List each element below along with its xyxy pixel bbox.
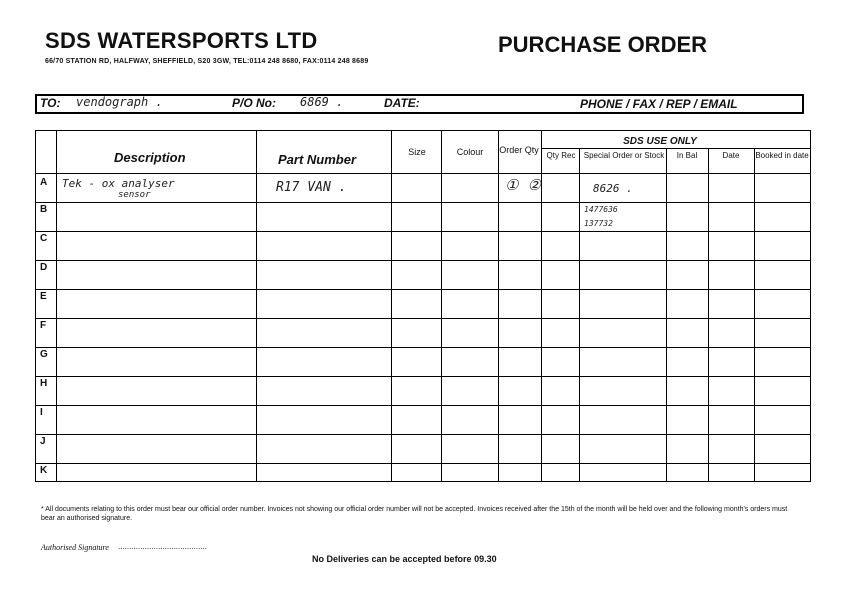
entry-special-order[interactable]: 1477636 bbox=[584, 205, 618, 214]
row-letter: H bbox=[40, 378, 48, 389]
po-number-value[interactable]: 6869 . bbox=[300, 95, 344, 109]
header-order-qty: Order Qty bbox=[499, 145, 539, 155]
column-divider bbox=[56, 131, 57, 481]
delivery-note: No Deliveries can be accepted before 09.30 bbox=[312, 554, 497, 564]
row-divider bbox=[36, 289, 810, 290]
header-description: Description bbox=[114, 150, 186, 165]
column-divider bbox=[708, 149, 709, 481]
company-name: SDS WATERSPORTS LTD bbox=[45, 28, 318, 53]
row-letter: B bbox=[40, 204, 48, 215]
column-divider bbox=[754, 149, 755, 481]
row-letter: G bbox=[40, 349, 48, 360]
row-letter: E bbox=[40, 291, 47, 302]
column-divider bbox=[498, 131, 499, 481]
row-letter: D bbox=[40, 262, 48, 273]
document-title: PURCHASE ORDER bbox=[498, 32, 708, 57]
row-divider bbox=[36, 260, 810, 261]
header-special-order: Special Order or Stock bbox=[583, 151, 665, 160]
row-letter: A bbox=[40, 177, 48, 188]
authorised-signature-label: Authorised Signature bbox=[41, 543, 109, 552]
to-label: TO: bbox=[40, 96, 61, 110]
row-divider bbox=[36, 376, 810, 377]
entry-special-order[interactable]: 137732 bbox=[584, 219, 613, 228]
header-date: Date bbox=[722, 151, 740, 160]
entry-description[interactable]: Tek - ox analyser bbox=[62, 177, 175, 190]
po-number-label: P/O No: bbox=[232, 96, 276, 110]
header-qty-rec: Qty Rec bbox=[546, 151, 576, 160]
row-letter: I bbox=[40, 407, 43, 418]
date-label: DATE: bbox=[384, 96, 420, 110]
column-divider bbox=[391, 131, 392, 481]
company-address: 66/70 STATION RD, HALFWAY, SHEFFIELD, S20 3GW, TEL:0114 248 8680, FAX:0114 248 8689 bbox=[45, 58, 369, 65]
order-notice: * All documents relating to this order must bear our official order number. Invoices not showing our official order number will not be accepted. Invoices received after the 15th of the month will be held over and the following month's orders must bear an authorised signature. bbox=[41, 506, 788, 522]
header-size: Size bbox=[408, 147, 426, 157]
entry-part-number[interactable]: R17 VAN . bbox=[276, 180, 347, 195]
row-divider bbox=[36, 318, 810, 319]
contact-label: PHONE / FAX / REP / EMAIL bbox=[580, 97, 738, 111]
header-colour: Colour bbox=[456, 147, 484, 157]
signature-line[interactable]: ........................................ bbox=[118, 542, 207, 551]
entry-description-line2[interactable]: sensor bbox=[118, 190, 151, 200]
column-divider bbox=[441, 131, 442, 481]
row-divider bbox=[36, 347, 810, 348]
to-value[interactable]: vendograph . bbox=[76, 95, 163, 109]
column-divider bbox=[541, 131, 542, 481]
row-divider bbox=[36, 202, 810, 203]
row-letter: K bbox=[40, 465, 48, 476]
row-letter: F bbox=[40, 320, 47, 331]
row-divider bbox=[36, 405, 810, 406]
column-divider bbox=[666, 149, 667, 481]
column-divider bbox=[256, 131, 257, 481]
header-row-divider bbox=[36, 173, 810, 174]
row-divider bbox=[36, 434, 810, 435]
header-sds-use-only: SDS USE ONLY bbox=[623, 136, 697, 147]
column-divider bbox=[579, 149, 580, 481]
row-letter: J bbox=[40, 436, 46, 447]
row-divider bbox=[36, 231, 810, 232]
row-letter: C bbox=[40, 233, 48, 244]
sds-header-divider bbox=[541, 148, 811, 149]
entry-order-qty[interactable]: ① ② bbox=[505, 176, 541, 194]
header-booked-in: Booked in date bbox=[755, 151, 809, 160]
row-divider bbox=[36, 463, 810, 464]
header-part-number: Part Number bbox=[278, 152, 357, 167]
header-in-bal: In Bal bbox=[676, 151, 698, 160]
entry-special-order[interactable]: 8626 . bbox=[593, 182, 633, 195]
